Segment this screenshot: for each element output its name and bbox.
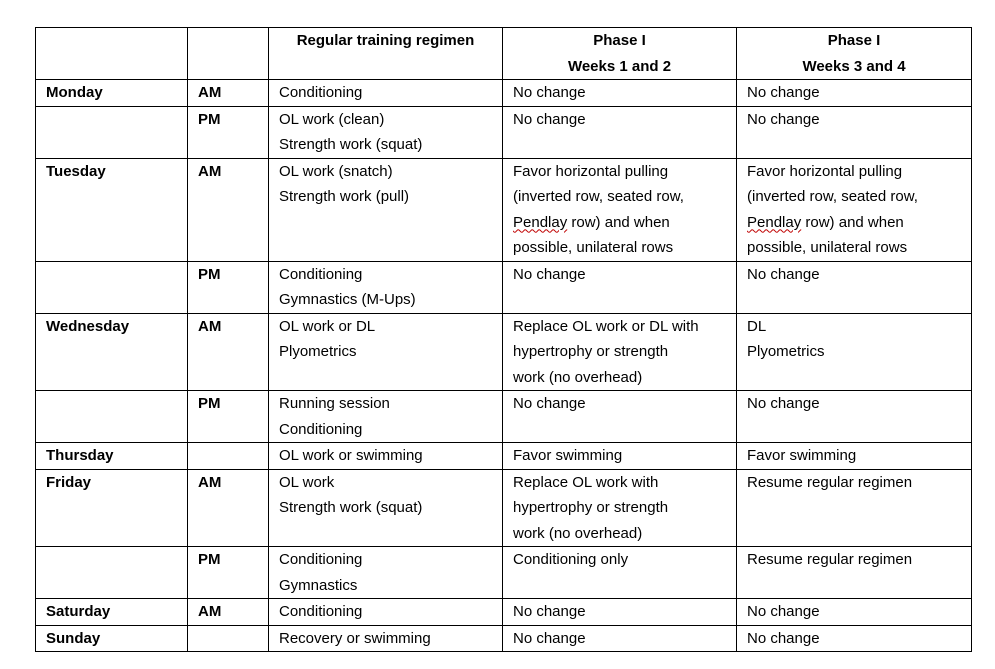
weeks-1-2-cell	[503, 106, 737, 158]
cell-line: No change	[513, 110, 586, 128]
regular-cell	[269, 391, 503, 443]
weeks-1-2-cell	[503, 261, 737, 313]
weeks-3-4-cell	[737, 391, 972, 443]
cell-line: Replace OL work with	[513, 473, 659, 491]
header-weeks-1-2	[503, 28, 737, 80]
cell-line	[513, 210, 732, 236]
cell-text: row) and when	[805, 213, 904, 231]
weeks-1-2-cell	[503, 313, 737, 391]
table-row	[36, 80, 972, 107]
cell-line: No change	[513, 265, 586, 283]
cell-line: OL work or swimming	[279, 447, 423, 464]
cell-line: Recovery or swimming	[279, 629, 431, 647]
header-phase-label: Phase I	[593, 32, 646, 49]
cell-line: Favor horizontal pulling	[747, 162, 903, 180]
cell-line: Plyometrics	[747, 343, 825, 360]
session-cell: AM	[188, 469, 269, 547]
spellcheck-word: Pendlay	[747, 213, 802, 231]
weeks-3-4-cell	[737, 469, 972, 547]
header-weeks-label: Weeks 3 and 4	[802, 57, 906, 75]
weeks-1-2-cell	[503, 80, 737, 107]
cell-line: Conditioning	[279, 420, 363, 438]
cell-line: Strength work (squat)	[279, 499, 423, 516]
table-row	[36, 599, 972, 626]
header-phase-label: Phase I	[827, 32, 881, 49]
header-regular	[269, 28, 503, 80]
weeks-1-2-cell	[503, 158, 737, 261]
weeks-3-4-cell	[737, 599, 972, 626]
cell-line: No change	[513, 395, 586, 412]
day-cell: Wednesday	[36, 313, 188, 391]
cell-line: OL work (clean)	[279, 110, 385, 128]
session-cell: AM	[188, 80, 269, 107]
weeks-1-2-cell	[503, 599, 737, 626]
day-cell	[36, 547, 188, 599]
cell-line: work (no overhead)	[513, 524, 643, 542]
session-cell: PM	[188, 391, 269, 443]
session-cell: PM	[188, 106, 269, 158]
table-row	[36, 158, 972, 261]
cell-line: possible, unilateral rows	[747, 239, 908, 256]
cell-line: Plyometrics	[279, 343, 357, 360]
regular-cell	[269, 80, 503, 107]
cell-line: hypertrophy or strength	[513, 499, 669, 516]
cell-line: No change	[513, 629, 586, 647]
regular-cell	[269, 261, 503, 313]
cell-line: Resume regular regimen	[747, 551, 913, 568]
day-cell: Sunday	[36, 625, 188, 652]
cell-line: Conditioning	[279, 551, 363, 568]
header-regular-label: Regular training regimen	[296, 32, 475, 49]
weeks-1-2-cell	[503, 625, 737, 652]
regular-cell	[269, 469, 503, 547]
weeks-1-2-cell	[503, 547, 737, 599]
header-weeks-3-4	[737, 28, 972, 80]
regular-cell	[269, 443, 503, 470]
cell-line: Favor swimming	[513, 447, 623, 464]
cell-line: Favor horizontal pulling	[513, 162, 669, 180]
cell-line: Strength work (pull)	[279, 188, 410, 205]
training-regimen-table	[35, 27, 972, 652]
weeks-3-4-cell	[737, 80, 972, 107]
cell-line: Gymnastics	[279, 576, 358, 594]
day-cell	[36, 391, 188, 443]
cell-line: No change	[513, 84, 586, 101]
weeks-1-2-cell	[503, 391, 737, 443]
cell-line: Gymnastics (M-Ups)	[279, 291, 416, 308]
cell-line: Strength work (squat)	[279, 136, 423, 153]
cell-line: Favor swimming	[747, 447, 857, 464]
header-session	[188, 28, 269, 80]
cell-line: Conditioning only	[513, 551, 629, 568]
day-cell: Thursday	[36, 443, 188, 470]
day-cell: Friday	[36, 469, 188, 547]
weeks-3-4-cell	[737, 313, 972, 391]
cell-line: No change	[513, 603, 586, 620]
table-row	[36, 547, 972, 599]
spellcheck-word: Pendlay	[513, 213, 568, 231]
cell-line: No change	[747, 265, 820, 283]
cell-line: DL	[747, 317, 767, 335]
day-cell: Monday	[36, 80, 188, 107]
cell-line: (inverted row, seated row,	[747, 188, 918, 205]
regular-cell	[269, 625, 503, 652]
weeks-3-4-cell	[737, 443, 972, 470]
header-row	[36, 28, 972, 80]
weeks-3-4-cell	[737, 547, 972, 599]
weeks-3-4-cell	[737, 625, 972, 652]
day-cell	[36, 106, 188, 158]
cell-line: No change	[747, 395, 820, 412]
cell-line: Replace OL work or DL with	[513, 317, 699, 335]
table-row	[36, 625, 972, 652]
weeks-3-4-cell	[737, 106, 972, 158]
cell-line	[747, 210, 967, 236]
weeks-1-2-cell	[503, 469, 737, 547]
day-cell: Tuesday	[36, 158, 188, 261]
cell-line: No change	[747, 84, 820, 101]
header-weeks-label: Weeks 1 and 2	[567, 57, 672, 75]
cell-line: OL work (snatch)	[279, 162, 393, 180]
table-row	[36, 261, 972, 313]
session-cell: PM	[188, 261, 269, 313]
table-row	[36, 106, 972, 158]
day-cell	[36, 261, 188, 313]
cell-line: Conditioning	[279, 84, 363, 101]
cell-line: Running session	[279, 395, 390, 412]
cell-line: No change	[747, 603, 820, 620]
cell-line: Resume regular regimen	[747, 473, 913, 491]
cell-line: Conditioning	[279, 265, 363, 283]
regular-cell	[269, 106, 503, 158]
weeks-1-2-cell	[503, 443, 737, 470]
weeks-3-4-cell	[737, 261, 972, 313]
header-day	[36, 28, 188, 80]
session-cell	[188, 443, 269, 470]
cell-line: No change	[747, 629, 820, 647]
weeks-3-4-cell	[737, 158, 972, 261]
table-row	[36, 391, 972, 443]
day-cell: Saturday	[36, 599, 188, 626]
cell-line: OL work or DL	[279, 317, 376, 335]
regular-cell	[269, 547, 503, 599]
cell-line: No change	[747, 110, 820, 128]
table-row	[36, 443, 972, 470]
regular-cell	[269, 313, 503, 391]
session-cell: AM	[188, 599, 269, 626]
cell-text: row) and when	[571, 213, 670, 231]
table-row	[36, 469, 972, 547]
session-cell: AM	[188, 313, 269, 391]
regular-cell	[269, 599, 503, 626]
cell-line: OL work	[279, 473, 335, 491]
cell-line: hypertrophy or strength	[513, 343, 669, 360]
session-cell: AM	[188, 158, 269, 261]
cell-line: Conditioning	[279, 603, 363, 620]
table-row	[36, 313, 972, 391]
cell-line: (inverted row, seated row,	[513, 188, 684, 205]
session-cell	[188, 625, 269, 652]
regular-cell	[269, 158, 503, 261]
cell-line: work (no overhead)	[513, 368, 643, 386]
cell-line: possible, unilateral rows	[513, 239, 674, 256]
session-cell: PM	[188, 547, 269, 599]
